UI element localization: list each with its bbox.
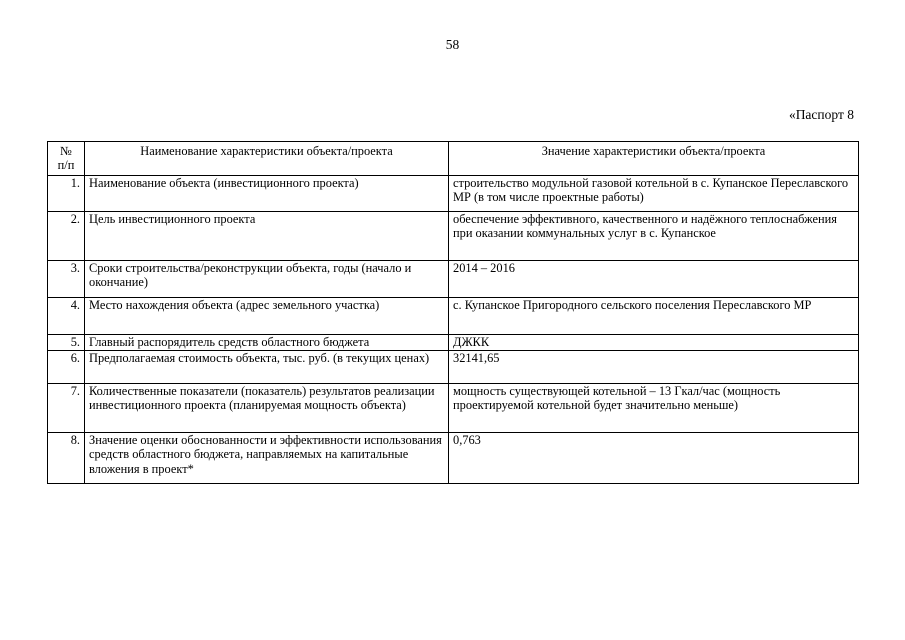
row-value: мощность существующей котельной – 13 Гкал/час (мощность проектируемой котельной будет значительно меньше) (449, 384, 859, 433)
row-number: 8. (48, 433, 85, 484)
header-characteristic-value: Значение характеристики объекта/проекта (449, 142, 859, 176)
row-name: Количественные показатели (показатель) результатов реализации инвестиционного проекта (планируемая мощность объекта) (85, 384, 449, 433)
row-value: с. Купанское Пригородного сельского поселения Переславского МР (449, 298, 859, 335)
header-number-line1: № (60, 144, 72, 158)
row-value: 0,763 (449, 433, 859, 484)
table-row (48, 298, 859, 335)
row-value: ДЖКК (449, 335, 859, 351)
row-value: обеспечение эффективного, качественного и надёжного теплоснабжения при оказании коммунальных услуг в с. Купанское (449, 212, 859, 261)
table-row (48, 384, 859, 433)
row-value: 2014 – 2016 (449, 261, 859, 298)
row-name: Место нахождения объекта (адрес земельного участка) (85, 298, 449, 335)
row-name: Сроки строительства/реконструкции объекта, годы (начало и окончание) (85, 261, 449, 298)
row-number: 5. (48, 335, 85, 351)
row-name: Цель инвестиционного проекта (85, 212, 449, 261)
table-row (48, 176, 859, 212)
table-row (48, 335, 859, 351)
header-number-line2: п/п (57, 158, 75, 173)
row-number: 7. (48, 384, 85, 433)
row-number: 2. (48, 212, 85, 261)
page-number: 58 (445, 37, 460, 52)
row-name: Наименование объекта (инвестиционного проекта) (85, 176, 449, 212)
row-value: строительство модульной газовой котельной в с. Купанское Переславского МР (в том числе проектные работы) (449, 176, 859, 212)
row-number: 6. (48, 351, 85, 384)
passport-label: «Паспорт 8 (788, 107, 854, 122)
table-row (48, 351, 859, 384)
row-name: Значение оценки обоснованности и эффективности использования средств областного бюджета, направляемых на капитальные вложения в проект* (85, 433, 449, 484)
row-value: 32141,65 (449, 351, 859, 384)
header-number (48, 142, 85, 176)
row-name: Главный распорядитель средств областного бюджета (85, 335, 449, 351)
header-characteristic-name: Наименование характеристики объекта/проекта (85, 142, 449, 176)
row-number: 1. (48, 176, 85, 212)
table-row (48, 433, 859, 484)
table-header-row (48, 142, 859, 176)
row-number: 3. (48, 261, 85, 298)
table-row (48, 261, 859, 298)
row-name: Предполагаемая стоимость объекта, тыс. руб. (в текущих ценах) (85, 351, 449, 384)
row-number: 4. (48, 298, 85, 335)
passport-table (47, 141, 859, 484)
table-row (48, 212, 859, 261)
